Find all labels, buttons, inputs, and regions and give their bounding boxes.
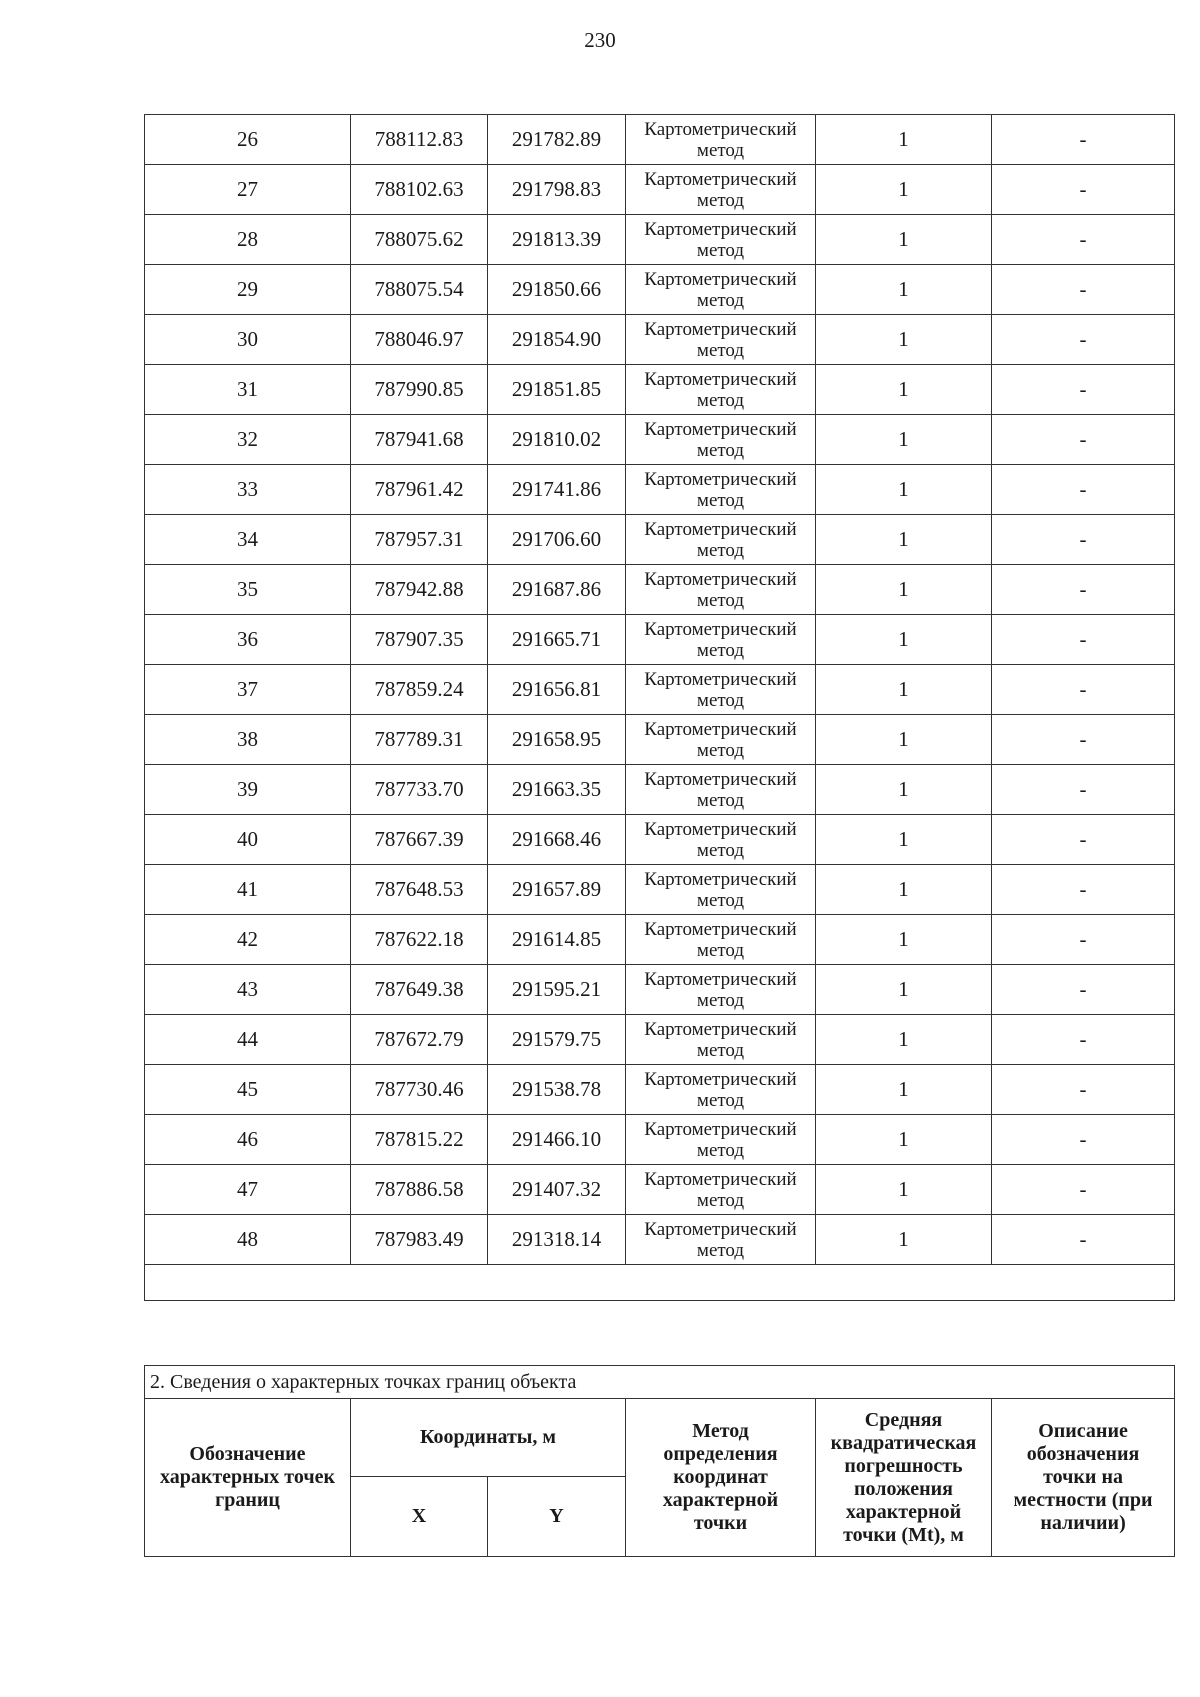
y-coordinate-cell: 291810.02 bbox=[488, 415, 626, 465]
y-coordinate-cell: 291813.39 bbox=[488, 215, 626, 265]
point-number-cell: 35 bbox=[145, 565, 351, 615]
table-row bbox=[145, 665, 1175, 715]
method-cell: Картометрический метод bbox=[626, 915, 816, 965]
y-coordinate-cell: 291665.71 bbox=[488, 615, 626, 665]
mt-cell: 1 bbox=[816, 265, 992, 315]
mt-cell: 1 bbox=[816, 115, 992, 165]
header-mean-square-error: Средняя квадратическая погрешность положения характерной точки (Mt), м bbox=[816, 1399, 992, 1557]
y-coordinate-cell: 291614.85 bbox=[488, 915, 626, 965]
x-coordinate-cell: 787667.39 bbox=[351, 815, 488, 865]
table-row bbox=[145, 815, 1175, 865]
x-coordinate-cell: 788112.83 bbox=[351, 115, 488, 165]
y-coordinate-cell: 291850.66 bbox=[488, 265, 626, 315]
point-number-cell: 46 bbox=[145, 1115, 351, 1165]
x-coordinate-cell: 788075.62 bbox=[351, 215, 488, 265]
point-number-cell: 36 bbox=[145, 615, 351, 665]
y-coordinate-cell: 291741.86 bbox=[488, 465, 626, 515]
section-title: 2. Сведения о характерных точках границ объекта bbox=[145, 1366, 1175, 1399]
points-table bbox=[144, 114, 1175, 1301]
y-coordinate-cell: 291687.86 bbox=[488, 565, 626, 615]
point-number-cell: 47 bbox=[145, 1165, 351, 1215]
mt-cell: 1 bbox=[816, 965, 992, 1015]
description-cell: - bbox=[992, 315, 1175, 365]
table-row bbox=[145, 965, 1175, 1015]
description-cell: - bbox=[992, 1065, 1175, 1115]
description-cell: - bbox=[992, 915, 1175, 965]
y-coordinate-cell: 291663.35 bbox=[488, 765, 626, 815]
object-points-header-table bbox=[144, 1365, 1175, 1557]
description-cell: - bbox=[992, 565, 1175, 615]
description-cell: - bbox=[992, 415, 1175, 465]
mt-cell: 1 bbox=[816, 615, 992, 665]
table-row bbox=[145, 315, 1175, 365]
description-cell: - bbox=[992, 715, 1175, 765]
point-number-cell: 37 bbox=[145, 665, 351, 715]
point-number-cell: 28 bbox=[145, 215, 351, 265]
y-coordinate-cell: 291782.89 bbox=[488, 115, 626, 165]
header-description: Описание обозначения точки на местности (при наличии) bbox=[992, 1399, 1175, 1557]
method-cell: Картометрический метод bbox=[626, 165, 816, 215]
table-row bbox=[145, 165, 1175, 215]
table-row bbox=[145, 265, 1175, 315]
table-row bbox=[145, 365, 1175, 415]
header-method: Метод определения координат характерной точки bbox=[626, 1399, 816, 1557]
mt-cell: 1 bbox=[816, 865, 992, 915]
x-coordinate-cell: 787859.24 bbox=[351, 665, 488, 715]
table-row bbox=[145, 115, 1175, 165]
mt-cell: 1 bbox=[816, 1015, 992, 1065]
table-row bbox=[145, 1115, 1175, 1165]
y-coordinate-cell: 291466.10 bbox=[488, 1115, 626, 1165]
description-cell: - bbox=[992, 1115, 1175, 1165]
description-cell: - bbox=[992, 865, 1175, 915]
table-row bbox=[145, 465, 1175, 515]
description-cell: - bbox=[992, 365, 1175, 415]
method-cell: Картометрический метод bbox=[626, 1115, 816, 1165]
point-number-cell: 34 bbox=[145, 515, 351, 565]
table-row bbox=[145, 765, 1175, 815]
method-cell: Картометрический метод bbox=[626, 765, 816, 815]
point-number-cell: 45 bbox=[145, 1065, 351, 1115]
description-cell: - bbox=[992, 165, 1175, 215]
x-coordinate-cell: 787941.68 bbox=[351, 415, 488, 465]
x-coordinate-cell: 787789.31 bbox=[351, 715, 488, 765]
method-cell: Картометрический метод bbox=[626, 865, 816, 915]
y-coordinate-cell: 291798.83 bbox=[488, 165, 626, 215]
x-coordinate-cell: 787672.79 bbox=[351, 1015, 488, 1065]
method-cell: Картометрический метод bbox=[626, 565, 816, 615]
description-cell: - bbox=[992, 215, 1175, 265]
x-coordinate-cell: 788075.54 bbox=[351, 265, 488, 315]
description-cell: - bbox=[992, 615, 1175, 665]
mt-cell: 1 bbox=[816, 1115, 992, 1165]
description-cell: - bbox=[992, 465, 1175, 515]
x-coordinate-cell: 787815.22 bbox=[351, 1115, 488, 1165]
y-coordinate-cell: 291657.89 bbox=[488, 865, 626, 915]
x-coordinate-cell: 787942.88 bbox=[351, 565, 488, 615]
y-coordinate-cell: 291656.81 bbox=[488, 665, 626, 715]
x-coordinate-cell: 787648.53 bbox=[351, 865, 488, 915]
table-row bbox=[145, 515, 1175, 565]
x-coordinate-cell: 787886.58 bbox=[351, 1165, 488, 1215]
method-cell: Картометрический метод bbox=[626, 1215, 816, 1265]
table-row bbox=[145, 1215, 1175, 1265]
point-number-cell: 33 bbox=[145, 465, 351, 515]
point-number-cell: 39 bbox=[145, 765, 351, 815]
table-row bbox=[145, 615, 1175, 665]
mt-cell: 1 bbox=[816, 1215, 992, 1265]
x-coordinate-cell: 787961.42 bbox=[351, 465, 488, 515]
point-number-cell: 30 bbox=[145, 315, 351, 365]
table-row bbox=[145, 1015, 1175, 1065]
point-number-cell: 38 bbox=[145, 715, 351, 765]
table-row bbox=[145, 1165, 1175, 1215]
method-cell: Картометрический метод bbox=[626, 265, 816, 315]
y-coordinate-cell: 291318.14 bbox=[488, 1215, 626, 1265]
mt-cell: 1 bbox=[816, 715, 992, 765]
x-coordinate-cell: 787649.38 bbox=[351, 965, 488, 1015]
method-cell: Картометрический метод bbox=[626, 1065, 816, 1115]
table-row bbox=[145, 565, 1175, 615]
blank-cell bbox=[145, 1265, 1175, 1301]
y-coordinate-cell: 291407.32 bbox=[488, 1165, 626, 1215]
mt-cell: 1 bbox=[816, 415, 992, 465]
description-cell: - bbox=[992, 515, 1175, 565]
mt-cell: 1 bbox=[816, 465, 992, 515]
method-cell: Картометрический метод bbox=[626, 415, 816, 465]
mt-cell: 1 bbox=[816, 165, 992, 215]
mt-cell: 1 bbox=[816, 215, 992, 265]
point-number-cell: 32 bbox=[145, 415, 351, 465]
method-cell: Картометрический метод bbox=[626, 1015, 816, 1065]
x-coordinate-cell: 787733.70 bbox=[351, 765, 488, 815]
description-cell: - bbox=[992, 1165, 1175, 1215]
method-cell: Картометрический метод bbox=[626, 815, 816, 865]
method-cell: Картометрический метод bbox=[626, 515, 816, 565]
description-cell: - bbox=[992, 665, 1175, 715]
method-cell: Картометрический метод bbox=[626, 365, 816, 415]
mt-cell: 1 bbox=[816, 1065, 992, 1115]
method-cell: Картометрический метод bbox=[626, 965, 816, 1015]
y-coordinate-cell: 291706.60 bbox=[488, 515, 626, 565]
table-row bbox=[145, 215, 1175, 265]
x-coordinate-cell: 787622.18 bbox=[351, 915, 488, 965]
table-row bbox=[145, 1065, 1175, 1115]
table-row bbox=[145, 865, 1175, 915]
mt-cell: 1 bbox=[816, 815, 992, 865]
mt-cell: 1 bbox=[816, 515, 992, 565]
description-cell: - bbox=[992, 965, 1175, 1015]
blank-row bbox=[145, 1265, 1175, 1301]
x-coordinate-cell: 787730.46 bbox=[351, 1065, 488, 1115]
y-coordinate-cell: 291854.90 bbox=[488, 315, 626, 365]
method-cell: Картометрический метод bbox=[626, 1165, 816, 1215]
mt-cell: 1 bbox=[816, 365, 992, 415]
description-cell: - bbox=[992, 765, 1175, 815]
header-y: Y bbox=[488, 1477, 626, 1557]
header-x: X bbox=[351, 1477, 488, 1557]
y-coordinate-cell: 291538.78 bbox=[488, 1065, 626, 1115]
table-row bbox=[145, 415, 1175, 465]
x-coordinate-cell: 787957.31 bbox=[351, 515, 488, 565]
point-number-cell: 31 bbox=[145, 365, 351, 415]
description-cell: - bbox=[992, 1015, 1175, 1065]
x-coordinate-cell: 787990.85 bbox=[351, 365, 488, 415]
mt-cell: 1 bbox=[816, 665, 992, 715]
mt-cell: 1 bbox=[816, 1165, 992, 1215]
point-number-cell: 42 bbox=[145, 915, 351, 965]
header-coordinates: Координаты, м bbox=[351, 1399, 626, 1477]
point-number-cell: 40 bbox=[145, 815, 351, 865]
x-coordinate-cell: 788046.97 bbox=[351, 315, 488, 365]
method-cell: Картометрический метод bbox=[626, 215, 816, 265]
method-cell: Картометрический метод bbox=[626, 315, 816, 365]
description-cell: - bbox=[992, 115, 1175, 165]
x-coordinate-cell: 787983.49 bbox=[351, 1215, 488, 1265]
point-number-cell: 41 bbox=[145, 865, 351, 915]
point-number-cell: 27 bbox=[145, 165, 351, 215]
header-point-designation: Обозначение характерных точек границ bbox=[145, 1399, 351, 1557]
method-cell: Картометрический метод bbox=[626, 715, 816, 765]
y-coordinate-cell: 291579.75 bbox=[488, 1015, 626, 1065]
y-coordinate-cell: 291658.95 bbox=[488, 715, 626, 765]
x-coordinate-cell: 788102.63 bbox=[351, 165, 488, 215]
description-cell: - bbox=[992, 815, 1175, 865]
point-number-cell: 44 bbox=[145, 1015, 351, 1065]
point-number-cell: 29 bbox=[145, 265, 351, 315]
mt-cell: 1 bbox=[816, 315, 992, 365]
table-row bbox=[145, 715, 1175, 765]
description-cell: - bbox=[992, 1215, 1175, 1265]
y-coordinate-cell: 291851.85 bbox=[488, 365, 626, 415]
y-coordinate-cell: 291595.21 bbox=[488, 965, 626, 1015]
mt-cell: 1 bbox=[816, 765, 992, 815]
mt-cell: 1 bbox=[816, 915, 992, 965]
mt-cell: 1 bbox=[816, 565, 992, 615]
method-cell: Картометрический метод bbox=[626, 665, 816, 715]
point-number-cell: 26 bbox=[145, 115, 351, 165]
points-body bbox=[145, 115, 1175, 1301]
page-number: 230 bbox=[584, 28, 616, 52]
point-number-cell: 43 bbox=[145, 965, 351, 1015]
table-row bbox=[145, 915, 1175, 965]
method-cell: Картометрический метод bbox=[626, 465, 816, 515]
method-cell: Картометрический метод bbox=[626, 615, 816, 665]
y-coordinate-cell: 291668.46 bbox=[488, 815, 626, 865]
method-cell: Картометрический метод bbox=[626, 115, 816, 165]
point-number-cell: 48 bbox=[145, 1215, 351, 1265]
x-coordinate-cell: 787907.35 bbox=[351, 615, 488, 665]
description-cell: - bbox=[992, 265, 1175, 315]
